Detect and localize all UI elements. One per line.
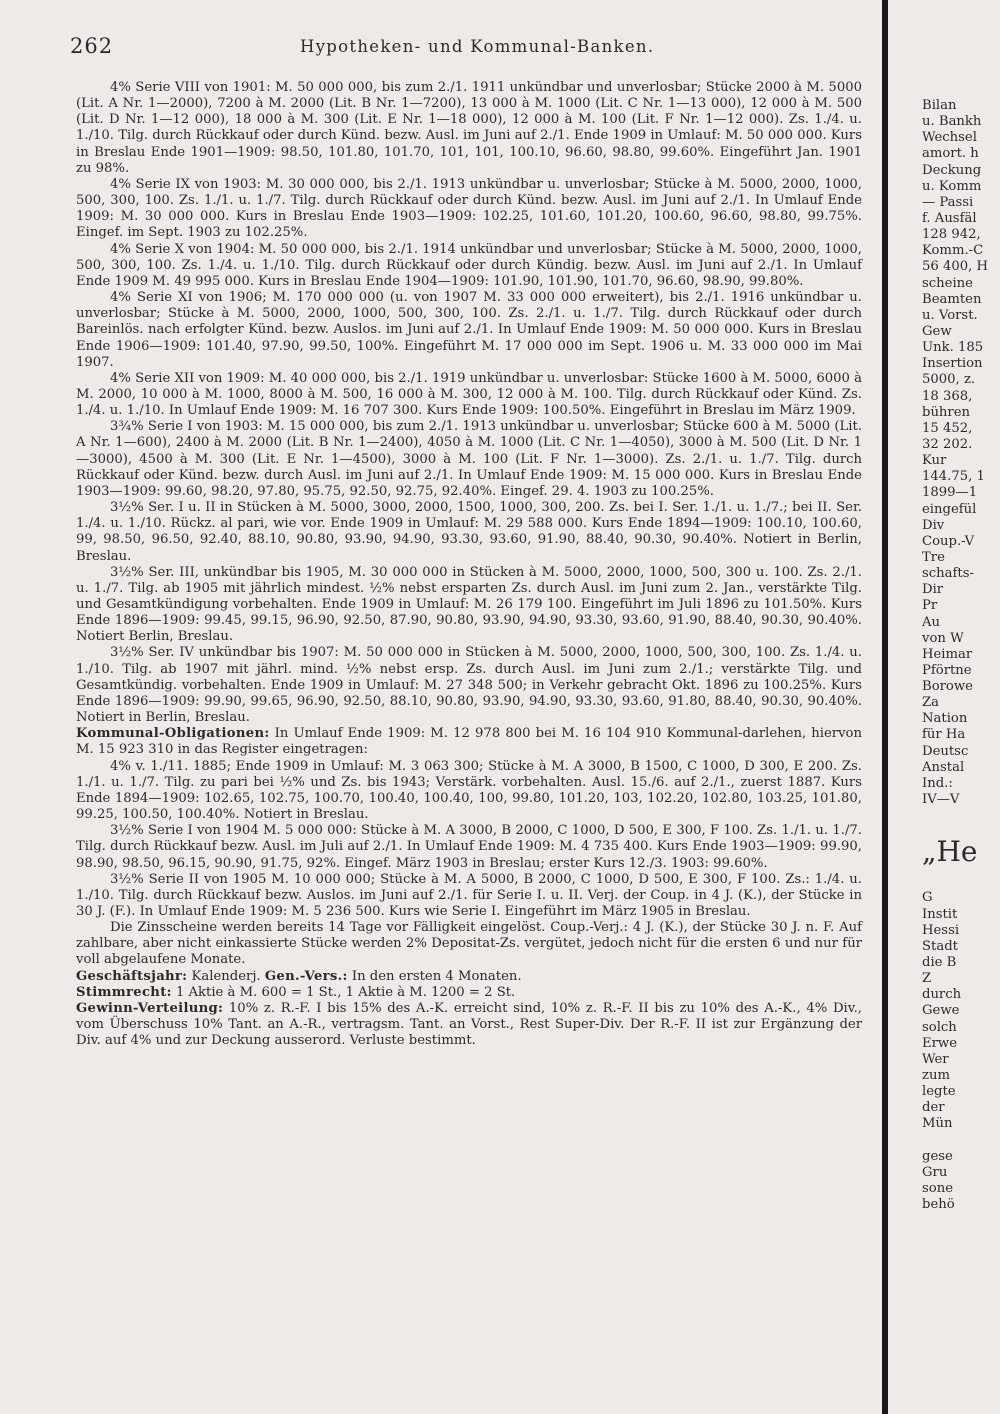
fragment-line: Insertion (922, 356, 983, 372)
section-label: Gewinn-Verteilung: (76, 1000, 224, 1016)
fragment-line: Pförtne (922, 662, 972, 678)
fragment-line: IV—V (922, 792, 960, 808)
fragment-line: G (922, 890, 933, 906)
fragment-line (922, 1133, 1000, 1149)
fragment-line: 128 942, (922, 227, 981, 243)
fragment-line: 1899—1 (922, 485, 978, 501)
fragment-line: Gew (922, 323, 952, 339)
fragment-line: solch (922, 1019, 957, 1035)
fragment-line: die B (922, 955, 957, 971)
fragment-line: Heimar (922, 646, 973, 662)
fragment-line: 15 452, (922, 420, 973, 436)
fragment-line: Stadt (922, 938, 958, 954)
section-label: Stimmrecht: (76, 984, 172, 1000)
paragraph-serie-x: 4% Serie X von 1904: M. 50 000 000, bis 2./1. 1914 unkündbar und unverlosbar; Stücke à M. 5000, 2000, 1000, 500, 300, 100. Zs. 1./4. u. 1./10. Tilg. durch Rückkauf oder durch Kündig. bezw. Ausl. im Juni auf 2./1. In Umlauf Ende 1909 M. 49 995 000. Kurs in Breslau Ende 1904—1909: 101.90, 101.90, 101.70, 96.60, 98.90, 99.80%. (76, 241, 862, 289)
fragment-heading: „He (922, 835, 978, 869)
fragment-line: der (922, 1100, 945, 1116)
section-text: In Umlauf Ende 1909: M. 12 978 800 bei M. 16 104 910 Kommunal-darlehen, hiervon M. 15 923 310 in das Register eingetragen: (76, 726, 862, 758)
fragment-line: gese (922, 1148, 953, 1164)
adjacent-page-fragment (922, 98, 1000, 1213)
fragment-line: — Passi (922, 194, 974, 210)
fragment-line: Coup.-V (922, 533, 975, 549)
fragment-line: legte (922, 1084, 956, 1100)
fragment-line: Mün (922, 1116, 953, 1132)
paragraph-3-5-serie-ii-1905: 3½% Serie II von 1905 M. 10 000 000; Stücke à M. A 5000, B 2000, C 1000, D 500, E 300, F 100. Zs.: 1./4. u. 1./10. Tilg. durch Rückkauf bezw. Auslos. im Juni auf 2./1. für Serie I. u. II. Verj. der Coup. in 4 J. (K.), der Stücke in 30 J. (F.). In Umlauf Ende 1909: M. 5 236 500. Kurs wie Serie I. Eingeführt im März 1905 in Breslau. (76, 871, 862, 919)
section-text: Kalenderj. (187, 968, 265, 984)
fragment-line: Za (922, 695, 940, 711)
paragraph-gewinn-verteilung (76, 1001, 862, 1049)
fragment-line: Gru (922, 1164, 948, 1180)
fragment-line: zum (922, 1068, 950, 1084)
fragment-line: 144.75, 1 (922, 469, 985, 485)
fragment-line: Dir (922, 582, 944, 598)
fragment-line: Kur (922, 453, 947, 469)
fragment-line: Ind.: (922, 775, 953, 791)
fragment-line: Deutsc (922, 743, 969, 759)
fragment-line: 18 368, (922, 388, 973, 404)
section-label: Gen.-Vers.: (264, 968, 348, 984)
paragraph-3-5-ser-iii: 3½% Ser. III, unkündbar bis 1905, M. 30 000 000 in Stücken à M. 5000, 2000, 1000, 500, 300 u. 100. Zs. 2./1. u. 1./7. Tilg. ab 1905 mit jährlich mindest. ½% nebst ersparten Zs. durch Ausl. im Juni zum 2. Jan., verstärkte Tilg. und Gesamtkündigung vorbehalten. Ende 1909 in Umlauf: M. 26 179 100. Eingeführt im Juli 1896 zu 101.50%. Kurs Ende 1896—1909: 99.45, 99.15, 96.90, 92.50, 87.90, 90.80, 93.90, 94.90, 93.30, 93.60, 91.90, 88.40, 90.30, 90.40%. Notiert Berlin, Breslau. (76, 564, 862, 645)
fragment-line: Nation (922, 711, 968, 727)
fragment-line: Instit (922, 906, 958, 922)
paragraph-zinsscheine: Die Zinsscheine werden bereits 14 Tage vor Fälligkeit eingelöst. Coup.-Verj.: 4 J. (K.), der Stücke 30 J. n. F. Auf zahlbare, aber nicht einkassierte Stücke werden 2% Depositat-Zs. vergütet, jedoch nicht für die ersten 6 und nur für voll abgelaufene Monate. (76, 920, 862, 968)
fragment-line: Wer (922, 1051, 949, 1067)
paragraph-kommunal-obligationen (76, 726, 862, 758)
paragraph-serie-viii: 4% Serie VIII von 1901: M. 50 000 000, bis zum 2./1. 1911 unkündbar und unverlosbar; Stücke 2000 à M. 5000 (Lit. A Nr. 1—2000), 7200 à M. 2000 (Lit. B Nr. 1—7200), 13 000 à M. 1000 (Lit. C Nr. 1—13 000), 12 000 à M. 500 (Lit. D Nr. 1—12 000), 18 000 à M. 300 (Lit. E Nr. 1—18 000), 12 000 à M. 100 (Lit. F Nr. 1—12 000). Zs. 1./4. u. 1./10. Tilg. durch Rückkauf oder durch Künd. bezw. Ausl. im Juni auf 2./1. Ende 1909 in Umlauf: M. 50 000 000. Kurs in Breslau Ende 1901—1909: 98.50, 101.80, 101.70, 101, 101, 100.10, 96.60, 98.80, 99.60%. Eingeführt Jan. 1901 zu 98%. (76, 80, 862, 176)
fragment-line: Erwe (922, 1035, 958, 1051)
fragment-line: 5000, z. (922, 372, 976, 388)
fragment-line (922, 874, 1000, 890)
fragment-line: durch (922, 987, 962, 1003)
paragraph-3-5-ser-iv: 3½% Ser. IV unkündbar bis 1907: M. 50 000 000 in Stücken à M. 5000, 2000, 1000, 500, 300, 100. Zs. 1./4. u. 1./10. Tilg. ab 1907 mit jährl. mind. ½% nebst ersp. Zs. durch Ausl. im Juni zum 2./1.; verstärkte Tilg. und Gesamtkündig. vorbehalten. Ende 1909 in Umlauf: M. 27 348 500; in Verkehr gebracht Okt. 1896 zu 100.25%. Kurs Ende 1896—1909: 99.90, 99.65, 96.90, 92.50, 88.10, 90.80, 93.90, 94.90, 93.30, 93.60, 91.80, 88.40, 90.30, 90.40%. Notiert in Berlin, Breslau. (76, 645, 862, 726)
column-divider-rule (882, 0, 888, 1414)
fragment-line: Anstal (922, 759, 965, 775)
fragment-line: Tre (922, 549, 945, 565)
fragment-line: Gewe (922, 1003, 960, 1019)
fragment-line: eingefül (922, 501, 977, 517)
section-label: Geschäftsjahr: (76, 968, 188, 984)
fragment-line: Beamten (922, 291, 982, 307)
fragment-line: Borowe (922, 679, 973, 695)
paragraph-serie-xi: 4% Serie XI von 1906; M. 170 000 000 (u. von 1907 M. 33 000 000 erweitert), bis 2./1. 1916 unkündbar u. unverlosbar; Stücke à M. 5000, 2000, 1000, 500, 300, 100. Zs. 2./1. u. 1./7. Tilg. durch Rückkauf oder durch Bareinlös. nach erfolgter Künd. bezw. Auslos. im Juni auf 2./1. In Umlauf Ende 1909: M. 50 000 000. Kurs in Breslau Ende 1906—1909: 101.40, 97.90, 99.50, 100%. Eingeführt M. 17 000 000 im Sept. 1906 u. M. 33 000 000 im Mai 1907. (76, 290, 862, 370)
paragraph-serie-ix: 4% Serie IX von 1903: M. 30 000 000, bis 2./1. 1913 unkündbar u. unverlosbar; Stücke à M. 5000, 2000, 1000, 500, 300, 100. Zs. 1./1. u. 1./7. Tilg. durch Rückkauf oder durch Künd. bezw. Ausl. im Juni auf 2./1. In Umlauf Ende 1909: M. 30 000 000. Kurs in Breslau Ende 1903—1909: 102.25, 101.60, 101.20, 100.60, 96.60, 98.80, 99.75%. Eingef. im Sept. 1903 zu 102.25%. (76, 176, 862, 241)
section-text: In den ersten 4 Monaten. (347, 968, 522, 984)
page-number: 262 (70, 34, 114, 58)
section-text: 10% z. R.-F. I bis 15% des A.-K. erreicht sind, 10% z. R.-F. II bis zu 10% des A.-K., 4% Div., vom Überschuss 10% Tant. an A.-R., vertragsm. Tant. an Vorst., Rest Super-Div. Der R.-F. II ist zur Ergänzung der Div. auf 4% und zur Deckung ausserord. Verluste bestimmt. (76, 1000, 862, 1049)
fragment-line: sone (922, 1181, 954, 1196)
fragment-line: 32 202. (922, 436, 973, 452)
paragraph-3-5-serie-i-1904: 3½% Serie I von 1904 M. 5 000 000: Stücke à M. A 3000, B 2000, C 1000, D 500, E 300, F 100. Zs. 1./1. u. 1./7. Tilg. durch Rückkauf bezw. Ausl. im Juli auf 2./1. In Umlauf Ende 1909: M. 4 735 400. Kurs Ende 1903—1909: 99.90, 98.90, 98.50, 96.15, 90.90, 91.75, 92%. Eingef. März 1903 in Breslau; erster Kurs 12./3. 1903: 99.60%. (76, 823, 862, 871)
fragment-line: für Ha (922, 727, 966, 743)
fragment-line: Div (922, 517, 945, 533)
fragment-line: Z (922, 971, 932, 987)
main-text-column (76, 80, 862, 1049)
fragment-line (922, 808, 1000, 824)
fragment-line: schafts- (922, 566, 974, 582)
fragment-line: Deckung (922, 162, 982, 178)
fragment-line: bühren (922, 404, 971, 420)
fragment-line: Hessi (922, 922, 960, 938)
fragment-line: u. Bankh (922, 114, 982, 130)
fragment-line: behö (922, 1197, 955, 1213)
paragraph-4-pct-1885: 4% v. 1./11. 1885; Ende 1909 in Umlauf: M. 3 063 300; Stücke à M. A 3000, B 1500, C 1000, D 300, E 200. Zs. 1./1. u. 1./7. Tilg. zu pari bei ½% und Zs. bis 1943; Verstärk. vorbehalten. Ausl. 15./6. auf 2./1., zuerst 1887. Kurs Ende 1894—1909: 102.65, 102.75, 100.70, 100.40, 100.40, 100, 99.80, 101.20, 103, 102.20, 102.80, 103.25, 101.80, 99.25, 100.50, 100.40%. Notiert in Breslau. (76, 758, 862, 823)
running-title: Hypotheken- und Kommunal-Banken. (300, 37, 655, 56)
fragment-line: u. Vorst. (922, 307, 978, 323)
fragment-line: Bilan (922, 98, 957, 113)
fragment-line: Komm.-C (922, 243, 984, 259)
fragment-line: f. Ausfäl (922, 210, 977, 226)
fragment-line: amort. h (922, 146, 979, 162)
section-text: 1 Aktie à M. 600 = 1 St., 1 Aktie à M. 1200 = 2 St. (171, 984, 516, 1000)
paragraph-geschaeftsjahr (76, 969, 862, 985)
paragraph-serie-xii: 4% Serie XII von 1909: M. 40 000 000, bis 2./1. 1919 unkündbar u. unverlosbar: Stücke 1600 à M. 5000, 6000 à M. 2000, 10 000 à M. 1000, 8000 à M. 500, 16 000 à M. 300, 12 000 à M. 100. Tilg. durch Rückkauf oder Künd. Zs. 1./4. u. 1./10. In Umlauf Ende 1909: M. 16 707 300. Kurs Ende 1909: 100.50%. Eingeführt in Breslau im März 1909. (76, 370, 862, 419)
paragraph-stimmrecht (76, 985, 862, 1001)
fragment-line: Wechsel (922, 130, 977, 146)
paragraph-3-75-serie-i: 3¾% Serie I von 1903: M. 15 000 000, bis zum 2./1. 1913 unkündbar u. unverlosbar; Stücke 600 à M. 5000 (Lit. A Nr. 1—600), 2400 à M. 2000 (Lit. B Nr. 1—2400), 4050 à M. 1000 (Lit. C Nr. 1—4050), 3000 à M. 500 (Lit. D Nr. 1—3000), 4500 à M. 300 (Lit. E Nr. 1—4500), 3000 à M. 100 (Lit. F Nr. 1—3000). Zs. 2./1. u. 1./7. Tilg. durch Rückkauf oder Künd. bezw. durch Ausl. im Juni auf 2./1. In Umlauf Ende 1909: M. 15 000 000. Kurs in Breslau Ende 1903—1909: 99.60, 98.20, 97.80, 95.75, 92.50, 92.75, 92.40%. Eingef. 29. 4. 1903 zu 100.25%. (76, 419, 862, 499)
fragment-line: Pr (922, 598, 938, 614)
fragment-line: von W (922, 630, 964, 646)
fragment-line: 56 400, H (922, 259, 989, 275)
paragraph-3-5-ser-i-ii: 3½% Ser. I u. II in Stücken à M. 5000, 3000, 2000, 1500, 1000, 300, 200. Zs. bei I. Ser. 1./1. u. 1./7.; bei II. Ser. 1./4. u. 1./10. Rückz. al pari, wie vor. Ende 1909 in Umlauf: M. 29 588 000. Kurs Ende 1894—1909: 100.10, 100.60, 99, 98.50, 96.50, 92.40, 88.10, 90.80, 93.90, 94.90, 93.30, 93.60, 91.90, 88.40, 90.30, 90.40%. Notiert in Berlin, Breslau. (76, 500, 862, 564)
fragment-line: Unk. 185 (922, 340, 984, 356)
fragment-line: u. Komm (922, 178, 982, 194)
fragment-line: scheine (922, 275, 973, 291)
fragment-line: Au (922, 614, 941, 630)
section-label: Kommunal-Obligationen: (76, 726, 270, 742)
